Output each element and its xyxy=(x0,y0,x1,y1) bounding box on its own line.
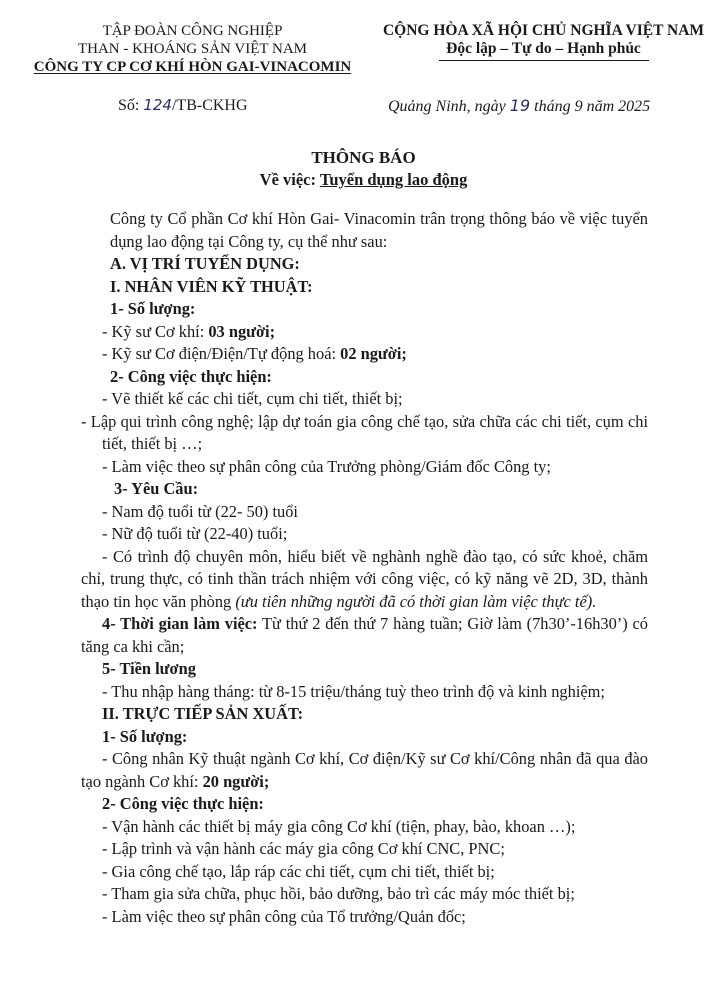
org-line-1: TẬP ĐOÀN CÔNG NGHIỆP xyxy=(102,23,283,39)
date-prefix: Quảng Ninh, ngày xyxy=(388,98,510,115)
subtitle-topic: Tuyển dụng lao động xyxy=(319,170,468,189)
motto-underline xyxy=(439,60,649,61)
org-line-2: THAN - KHOÁNG SẢN VIỆT NAM xyxy=(77,41,308,57)
nation-name: CỘNG HÒA XÃ HỘI CHỦ NGHĨA VIỆT NAM xyxy=(382,22,705,39)
ref-number-handwritten: 124 xyxy=(143,96,172,114)
part2-qty-value: 20 người; xyxy=(202,771,270,791)
part1-work-time xyxy=(81,613,648,658)
part2-task-1: - Vận hành các thiết bị máy gia công Cơ khí (tiện, phay, bào, khoan …); xyxy=(102,816,576,836)
part2-task-5: - Làm việc theo sự phân công của Tổ trưởng/Quản đốc; xyxy=(102,906,466,926)
part1-task-2: - Lập qui trình công nghệ; lập dự toán gia công chế tạo, sửa chữa các chi tiết, cụm chi tiết, thiết bị …; xyxy=(81,411,648,453)
ref-suffix: /TB-CKHG xyxy=(171,97,248,114)
document-subtitle xyxy=(0,170,727,190)
req3-note: (ưu tiên những người đã có thời gian làm việc thực tế). xyxy=(235,591,597,611)
part2-qty-text: - Công nhân Kỹ thuật ngành Cơ khí, Cơ điện/Kỹ sư Cơ khí/Công nhân đã qua đào tạo ngành Cơ khí: xyxy=(81,749,648,791)
part2-task-3: - Gia công chế tạo, lắp ráp các chi tiết, cụm chi tiết, thiết bị; xyxy=(102,861,495,881)
reference-number xyxy=(118,96,248,115)
part1-qty-heading: 1- Số lượng: xyxy=(110,299,196,318)
part1-task-3: - Làm việc theo sự phân công của Trưởng phòng/Giám đốc Công ty; xyxy=(102,456,551,476)
work-time-heading: 4- Thời gian làm việc: xyxy=(102,614,258,633)
intro-paragraph: Công ty Cổ phần Cơ khí Hòn Gai- Vinacomin trân trọng thông báo về việc tuyển dụng lao động tại Công ty, cụ thể như sau: xyxy=(110,209,648,251)
part1-salary-heading: 5- Tiền lương xyxy=(102,659,196,678)
subtitle-label: Về việc: xyxy=(259,170,320,189)
part1-req-3 xyxy=(81,546,648,614)
company-name xyxy=(20,58,365,76)
national-header xyxy=(360,22,727,61)
req3-text: - Có trình độ chuyên môn, hiểu biết về nghành nghề đào tạo, có sức khoẻ, chăm chỉ, trung thực, có tinh thần trách nhiệm với công việc, có kỹ năng vẽ 2D, 3D, thành thạo tin học văn phòng xyxy=(81,546,648,611)
part2-task-2: - Lập trình và vận hành các máy gia công Cơ khí CNC, PNC; xyxy=(102,839,505,858)
issuer-block xyxy=(20,22,365,76)
section-a-heading: A. VỊ TRÍ TUYỂN DỤNG: xyxy=(110,254,300,273)
part2-qty-heading: 1- Số lượng: xyxy=(102,726,188,746)
part1-task-1: - Vẽ thiết kế các chi tiết, cụm chi tiết, thiết bị; xyxy=(102,389,403,408)
place-date xyxy=(388,96,650,116)
part1-req-1: - Nam độ tuổi từ (22- 50) tuổi xyxy=(102,501,298,521)
qty1-value: 03 người; xyxy=(208,321,276,341)
motto: Độc lập – Tự do – Hạnh phúc xyxy=(446,40,641,57)
part2-heading: II. TRỰC TIẾP SẢN XUẤT: xyxy=(102,704,304,723)
qty2-text: - Kỹ sư Cơ điện/Điện/Tự động hoá: xyxy=(102,344,341,363)
part1-qty-item-2 xyxy=(81,343,648,366)
part2-qty-item xyxy=(81,748,648,793)
part1-qty-item-1 xyxy=(81,321,648,344)
qty1-text: - Kỹ sư Cơ khí: xyxy=(102,321,209,341)
ref-prefix: Số: xyxy=(118,97,144,114)
work-time-text: Từ thứ 2 đến thứ 7 hàng tuần; Giờ làm (7h30’-16h30’) có tăng ca khi cần; xyxy=(81,614,648,656)
date-suffix: tháng 9 năm 2025 xyxy=(530,98,651,115)
meta-row xyxy=(0,96,727,118)
document-title: THÔNG BÁO xyxy=(311,148,416,167)
qty2-value: 02 người; xyxy=(340,344,407,363)
part2-task-4: - Tham gia sửa chữa, phục hồi, bảo dưỡng, bảo trì các máy móc thiết bị; xyxy=(102,884,575,903)
part1-salary-text: - Thu nhập hàng tháng: từ 8-15 triệu/tháng tuỳ theo trình độ và kinh nghiệm; xyxy=(102,681,605,701)
part1-tasks-heading: 2- Công việc thực hiện: xyxy=(110,366,272,386)
part1-req-heading: 3- Yêu Cầu: xyxy=(114,479,199,498)
part2-tasks-heading: 2- Công việc thực hiện: xyxy=(102,794,264,813)
document-body xyxy=(81,208,648,928)
part1-heading: I. NHÂN VIÊN KỸ THUẬT: xyxy=(110,276,313,296)
date-day-handwritten: 19 xyxy=(509,96,531,115)
company-name-text: CÔNG TY CP CƠ KHÍ HÒN GAI-VINACOMIN xyxy=(33,59,352,75)
part1-req-2: - Nữ độ tuổi từ (22-40) tuổi; xyxy=(102,524,288,543)
